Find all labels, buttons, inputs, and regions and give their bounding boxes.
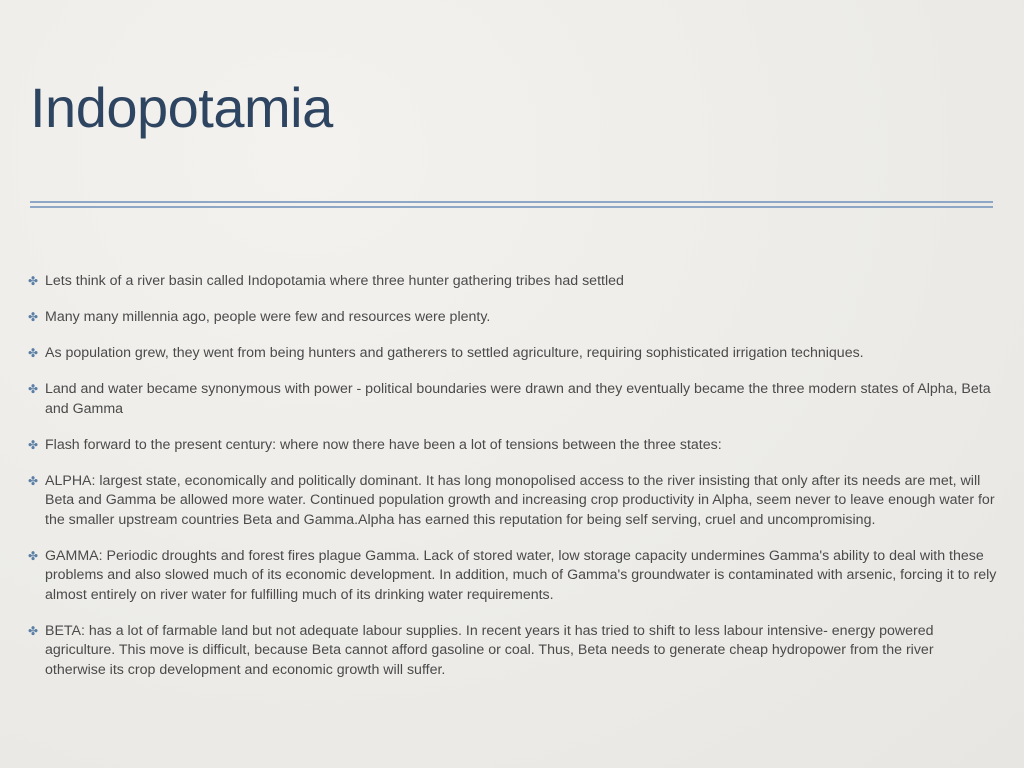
bullet-text: Lets think of a river basin called Indopotamia where three hunter gathering tribes had settled — [45, 273, 624, 289]
bullet-text: As population grew, they went from being hunters and gatherers to settled agriculture, requiring sophisticated irrigation techniques. — [45, 345, 864, 361]
bullet-text: BETA: has a lot of farmable land but not adequate labour supplies. In recent years it has tried to shift to less labour intensive- energy powered agriculture. This move is difficult, because Beta cannot afford gasoline or coal. Thus, Beta needs to generate cheap hydropower from the river otherwise its crop development and economic growth will suffer. — [45, 622, 934, 678]
bullet-item — [28, 436, 998, 456]
bullet-item — [28, 622, 998, 681]
cross-bullet-icon: ✤ — [28, 310, 39, 324]
bullet-text: GAMMA: Periodic droughts and forest fires plague Gamma. Lack of stored water, low storage capacity undermines Gamma's ability to deal with these problems and also slowed much of its economic development. In addition, much of Gamma's groundwater is contaminated with arsenic, forcing it to rely almost entirely on river water for fulfilling much of its drinking water requirements. — [45, 547, 997, 603]
cross-bullet-icon: ✤ — [28, 473, 39, 488]
bullet-item — [28, 272, 998, 292]
cross-bullet-icon: ✤ — [28, 548, 39, 563]
title-divider-top — [30, 201, 993, 203]
bullet-text: Flash forward to the present century: where now there have been a lot of tensions between the three states: — [45, 436, 722, 453]
bullet-item — [28, 472, 998, 531]
bullet-item — [28, 344, 998, 364]
bullet-item — [28, 547, 998, 606]
bullet-item — [28, 380, 998, 419]
bullet-item — [28, 308, 998, 328]
cross-bullet-icon: ✤ — [28, 623, 39, 638]
bullet-list — [28, 272, 998, 697]
bullet-text: Many many millennia ago, people were few and resources were plenty. — [45, 309, 491, 325]
cross-bullet-icon: ✤ — [28, 437, 39, 452]
slide-title: Indopotamia — [30, 76, 333, 139]
cross-bullet-icon: ✤ — [28, 274, 39, 288]
bullet-text: Land and water became synonymous with power - political boundaries were drawn and they eventually became the three modern states of Alpha, Beta and Gamma — [45, 381, 991, 417]
bullet-text: ALPHA: largest state, economically and politically dominant. It has long monopolised access to the river insisting that only after its needs are met, will Beta and Gamma be allowed more water. Continued population growth and increasing crop productivity in Alpha, seem never to leave enough water for the smaller upstream countries Beta and Gamma.Alpha has earned this reputation for being self serving, cruel and uncompromising. — [45, 472, 995, 528]
title-divider-bottom — [30, 206, 993, 208]
cross-bullet-icon: ✤ — [28, 346, 39, 360]
cross-bullet-icon: ✤ — [28, 382, 39, 396]
